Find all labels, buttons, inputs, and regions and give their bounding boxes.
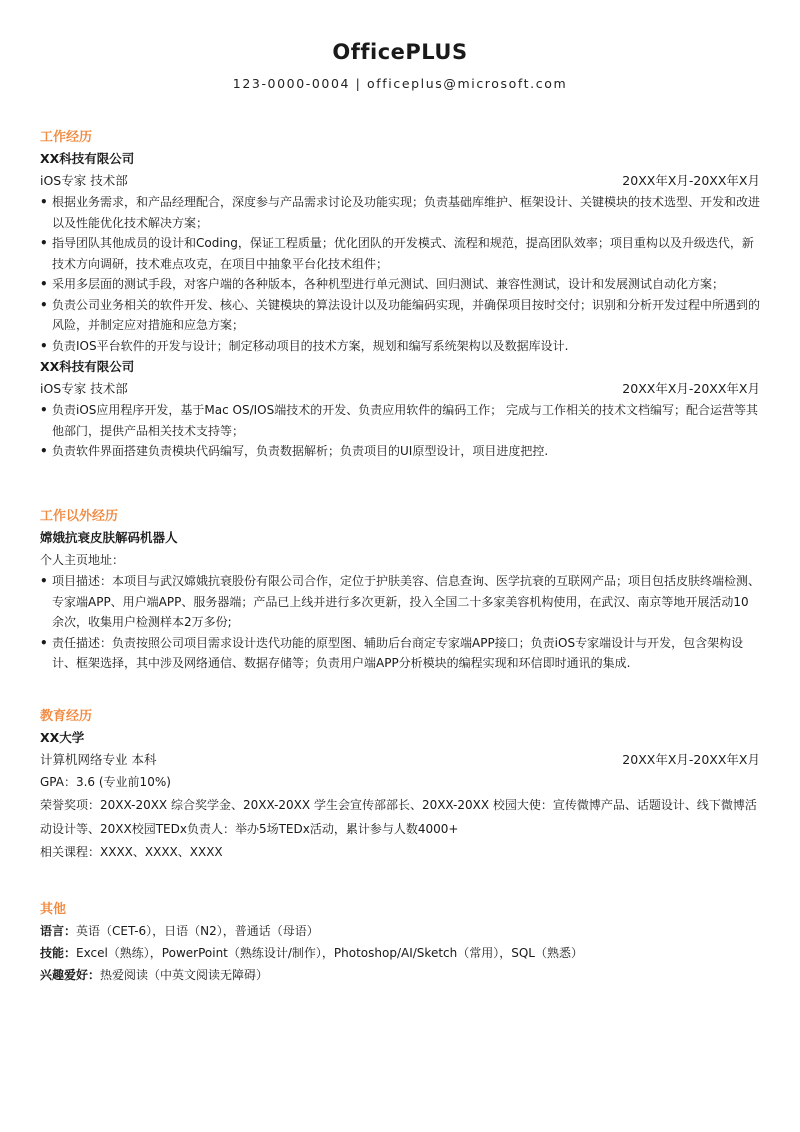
project-name: 嫦娥抗衰皮肤解码机器人 [40,530,178,545]
hobbies-row [40,964,760,986]
section-title-education: 教育经历 [40,709,93,724]
job-role: iOS专家 技术部 [40,173,128,188]
extra-experience-section [40,507,760,674]
gpa: GPA：3.6 (专业前10%) [40,775,171,789]
skills-row [40,942,760,964]
education-date: 20XX年X月-20XX年X月 [622,752,760,767]
education-section [40,707,760,863]
section-title-work: 工作经历 [40,130,93,145]
languages-row [40,920,760,942]
work-experience-section [40,128,760,462]
skills-value: Excel（熟练），PowerPoint（熟练设计/制作），Photoshop/AI/Sketch（常用），SQL（熟悉） [76,946,583,960]
duty-item: • 指导团队其他成员的设计和Coding，保证工程质量；优化团队的开发模式、流程和规范，提高团队效率；项目重构以及升级迭代，新技术方向调研，技术难点攻克，在项目中抽象平台化技术组件； [40,233,760,274]
job-duties [40,400,760,462]
duty-item: • 负责iOS应用程序开发，基于Mac OS/IOS端技术的开发、负责应用软件的编码工作； 完成与工作相关的技术文档编写；配合运营等其他部门，提供产品相关技术支持等； [40,400,760,441]
education-row [40,749,760,771]
project-details [40,571,760,674]
hobbies-value: 热爱阅读（中英文阅读无障碍） [100,968,269,982]
section-title-extra: 工作以外经历 [40,509,119,524]
candidate-name: OfficePLUS [332,40,468,64]
job-role: iOS专家 技术部 [40,381,128,396]
hobbies-label: 兴趣爱好： [40,968,101,982]
major: 计算机网络专业 本科 [40,752,157,767]
languages-value: 英语（CET-6），日语（N2），普通话（母语） [76,924,319,938]
role-row [40,378,760,400]
duty-item: • 负责公司业务相关的软件开发、核心、关键模块的算法设计以及功能编码实现，并确保项目按时交付；识别和分析开发过程中所遇到的风险，并制定应对措施和应急方案； [40,295,760,336]
company-name: XX科技有限公司 [40,359,135,374]
school-name: XX大学 [40,730,85,745]
project-detail-item: • 责任描述：负责按照公司项目需求设计迭代功能的原型图、辅助后台商定专家端APP接口；负责iOS专家端设计与开发，包含架构设计、框架选择，其中涉及网络通信、数据存储等；负责用户端APP分析模块的编程实现和环信即时通讯的集成. [40,633,760,674]
job-date: 20XX年X月-20XX年X月 [622,381,760,396]
skills-label: 技能： [40,946,77,960]
job-entry [40,356,760,462]
section-title-other: 其他 [40,902,67,917]
duty-item: • 负责软件界面搭建负责模块代码编写，负责数据解析；负责项目的UI原型设计，项目进度把控. [40,441,760,462]
project-detail-item: • 项目描述：本项目与武汉嫦娥抗衰股份有限公司合作，定位于护肤美容、信息查询、医学抗衰的互联网产品；项目包括皮肤终端检测、专家端APP、用户端APP、服务器端；产品已上线并进行多次更新，投入全国二十多家美容机构使用，在武汉、南京等地开展活动10余次，收集用户检测样本2万多份; [40,571,760,633]
duty-item: • 负责IOS平台软件的开发与设计；制定移动项目的技术方案，规划和编写系统架构以及数据库设计. [40,336,760,357]
resume-header [0,0,800,91]
duty-item: • 根据业务需求，和产品经理配合，深度参与产品需求讨论及功能实现；负责基础库维护、框架设计、关键模块的技术选型、开发和改进以及性能优化技术解决方案； [40,192,760,233]
honors: 荣誉奖项：20XX-20XX 综合奖学金、20XX-20XX 学生会宣传部部长、20XX-20XX 校园大使：宣传微博产品、话题设计、线下微博活动设计等、20XX校园TEDx负责人：举办5场TEDx活动，累计参与人数4000+ [40,798,757,836]
job-date: 20XX年X月-20XX年X月 [622,173,760,188]
company-name: XX科技有限公司 [40,151,135,166]
homepage-label: 个人主页地址： [40,553,125,567]
job-entry [40,148,760,356]
languages-label: 语言： [40,924,77,938]
courses: 相关课程：XXXX、XXXX、XXXX [40,845,223,859]
role-row [40,170,760,192]
contact-info: 123-0000-0004 | officeplus@microsoft.com [232,76,568,91]
other-section [40,900,760,986]
job-duties [40,192,760,356]
duty-item: • 采用多层面的测试手段，对客户端的各种版本，各种机型进行单元测试、回归测试、兼容性测试，设计和发展测试自动化方案； [40,274,760,295]
